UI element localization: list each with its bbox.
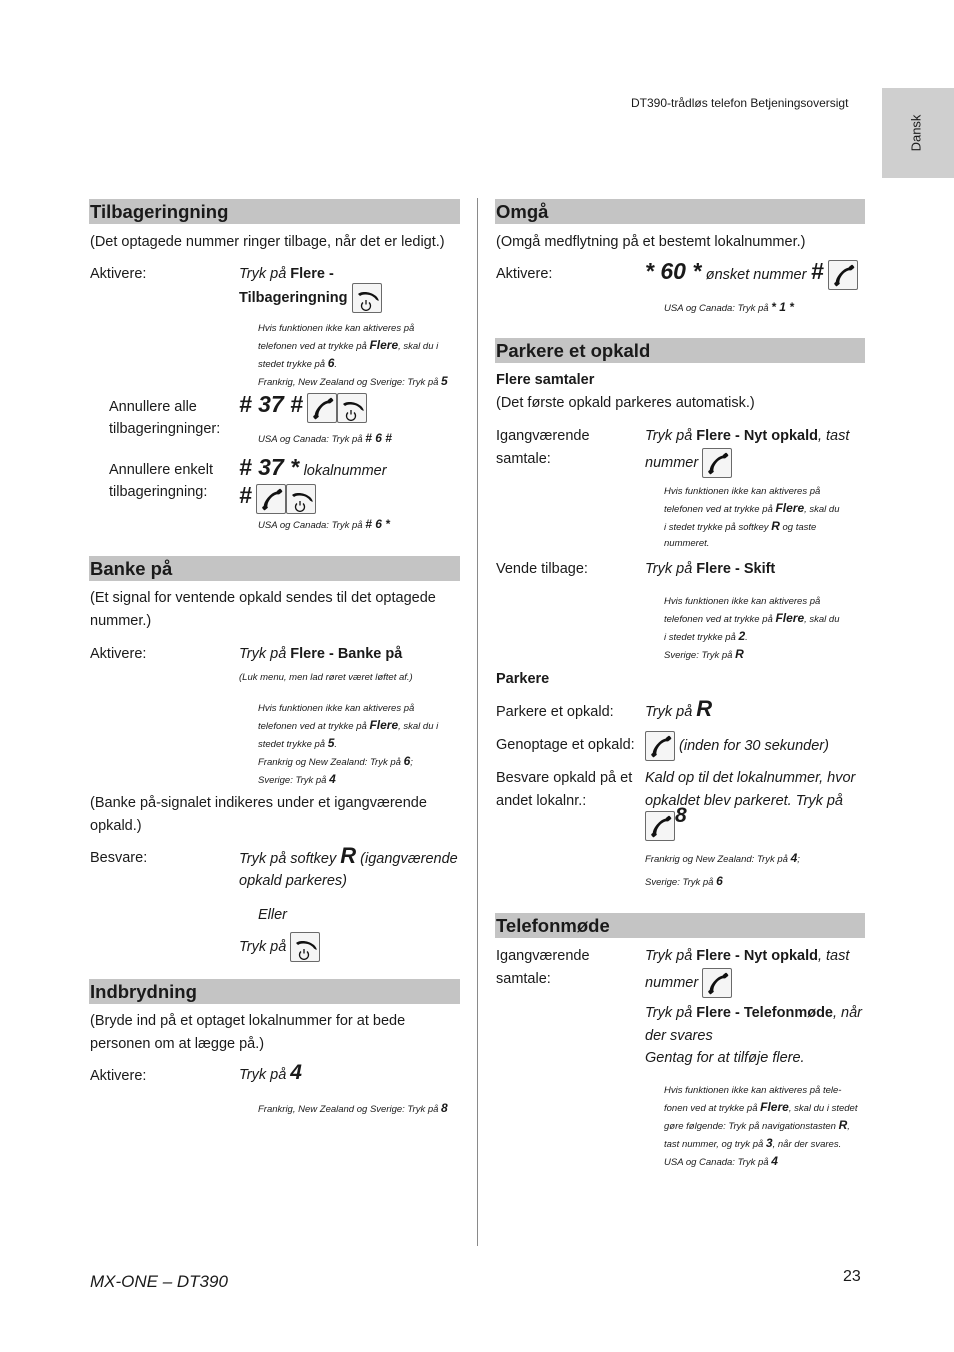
parker-answer-label: Besvare opkald på et andet lokalnr.: xyxy=(496,770,633,809)
hangup-key-icon xyxy=(352,283,382,313)
offhook-key-icon xyxy=(645,811,675,841)
page-number: 23 xyxy=(843,1268,861,1285)
cancel-one-note: USA og Canada: Tryk på # 6 * xyxy=(258,517,390,531)
banke-eller: Eller xyxy=(258,907,288,923)
cancel-all-label: Annullere alle tilbageringninger: xyxy=(109,399,221,437)
language-tab-label: Dansk xyxy=(908,114,924,152)
banke-indicator-desc: (Banke på-signalet indikeres under et igangværende opkald.) xyxy=(90,795,427,834)
tilbage-activate-line2: Tilbageringning xyxy=(239,283,382,313)
document-header: DT390-trådløs telefon Betjeningsoversigt xyxy=(631,96,849,110)
indbryd-activate-label: Aktivere: xyxy=(90,1068,147,1084)
parker-park-text: Tryk på R xyxy=(645,696,713,721)
mode-line5: Gentag for at tilføje flere. xyxy=(645,1050,805,1066)
banke-desc: (Et signal for ventende opkald sendes til det optagede nummer.) xyxy=(90,590,436,629)
banke-luk-note: (Luk menu, men lad røret været løftet af.) xyxy=(239,672,413,683)
hangup-key-icon xyxy=(286,484,316,514)
parker-answer-text: Kald op til det lokalnummer, hvor opkaldet blev parkeret. Tryk på xyxy=(645,770,856,809)
banke-answer-line2: opkald parkeres) xyxy=(239,873,347,889)
cancel-one-code-row: # 37 * lokalnummer xyxy=(239,454,387,480)
indbryd-desc: (Bryde ind på et optaget lokalnummer for at bede personen om at lægge på.) xyxy=(90,1013,406,1052)
parker-return-label: Vende tilbage: xyxy=(496,561,588,577)
parker-return-note: Hvis funktionen ikke kan aktiveres på telefonen ved at trykke på Flere, skal du i stedet trykke på 2. Sverige: Tryk på R xyxy=(664,596,840,661)
banke-activate-label: Aktivere: xyxy=(90,646,147,662)
mode-line1: Tryk på Flere - Nyt opkald, tast xyxy=(645,948,850,964)
parker-return-text: Tryk på Flere - Skift xyxy=(645,561,776,577)
parker-ongoing-line1: Tryk på Flere - Nyt opkald, tast xyxy=(645,428,850,444)
parker-ongoing-label: Igangværende samtale: xyxy=(496,428,590,467)
indbryd-activate-text: Tryk på 4 xyxy=(239,1061,302,1084)
parker-subheading-parkere: Parkere xyxy=(496,671,550,687)
hangup-key-icon xyxy=(290,932,320,962)
cancel-one-keys: # xyxy=(239,482,316,514)
offhook-key-icon xyxy=(828,260,858,290)
omgaa-desc: (Omgå medflytning på et bestemt lokalnummer.) xyxy=(496,234,806,250)
hangup-key-icon xyxy=(337,393,367,423)
parker-flere-desc: (Det første opkald parkeres automatisk.) xyxy=(496,395,755,411)
section-title-omgaa: Omgå xyxy=(495,199,865,224)
offhook-key-icon xyxy=(307,393,337,423)
footer-product: MX-ONE – DT390 xyxy=(90,1272,228,1291)
offhook-key-icon xyxy=(256,484,286,514)
parker-answer-note1: Frankrig og New Zealand: Tryk på 4; xyxy=(645,851,800,865)
offhook-key-icon xyxy=(702,448,732,478)
parker-answer-note2: Sverige: Tryk på 6 xyxy=(645,874,723,888)
section-title-indbrydning: Indbrydning xyxy=(89,979,460,1004)
tilbage-note: Hvis funktionen ikke kan aktiveres på telefonen ved at trykke på Flere, skal du i stedet trykke på 6. Frankrig, New Zealand og Sverige: Tryk på 5 xyxy=(258,323,448,388)
mode-line2: nummer xyxy=(645,968,732,998)
parker-subheading-flere: Flere samtaler xyxy=(496,372,595,388)
section-title-banke: Banke på xyxy=(89,556,460,581)
section-title-parkere: Parkere et opkald xyxy=(495,338,865,363)
parker-resume-label: Genoptage et opkald: xyxy=(496,737,635,753)
mode-line3: Tryk på Flere - Telefonmøde, når xyxy=(645,1005,863,1021)
banke-answer-label: Besvare: xyxy=(90,850,148,866)
section-title-tilbageringning: Tilbageringning xyxy=(89,199,460,224)
omgaa-note: USA og Canada: Tryk på * 1 * xyxy=(664,300,794,314)
banke-answer-line1: Tryk på softkey R (igangværende xyxy=(239,843,458,868)
parker-ongoing-note: Hvis funktionen ikke kan aktiveres på telefonen ved at trykke på Flere, skal du i stedet trykke på softkey R og taste nummeret. xyxy=(664,486,840,549)
offhook-key-icon xyxy=(645,731,675,761)
cancel-all-note: USA og Canada: Tryk på # 6 # xyxy=(258,431,392,445)
parker-ongoing-line2: nummer xyxy=(645,448,732,478)
parker-park-label: Parkere et opkald: xyxy=(496,704,614,720)
parker-resume-text: (inden for 30 sekunder) xyxy=(645,731,829,761)
cancel-all-code-row: # 37 # xyxy=(239,391,367,423)
section-title-telefonmode: Telefonmøde xyxy=(495,913,865,938)
tilbage-desc: (Det optagede nummer ringer tilbage, når det er ledigt.) xyxy=(90,234,445,250)
banke-tryk-row: Tryk på xyxy=(239,932,320,962)
tilbage-activate-line1: Tryk på Flere - xyxy=(239,266,334,282)
omgaa-code-row: * 60 * ønsket nummer # xyxy=(645,258,858,290)
banke-note: Hvis funktionen ikke kan aktiveres på telefonen ved at trykke på Flere, skal du i stedet trykke på 5. Frankrig og New Zealand: Tryk på 6; Sverige: Tryk på 4 xyxy=(258,703,439,786)
mode-label: Igangværende samtale: xyxy=(496,948,590,987)
offhook-key-icon xyxy=(702,968,732,998)
parker-answer-keys: 8 xyxy=(645,811,687,841)
tilbage-activate-label: Aktivere: xyxy=(90,266,147,282)
cancel-one-label: Annullere enkelt tilbageringning: xyxy=(109,462,213,500)
language-tab xyxy=(882,88,954,178)
omgaa-activate-label: Aktivere: xyxy=(496,266,553,282)
mode-note: Hvis funktionen ikke kan aktiveres på tele- fonen ved at trykke på Flere, skal du i stedet gøre følgende: Tryk på navigationstasten R, tast nummer, og tryk på 3, når der svares. USA og Canada: Tryk på 4 xyxy=(664,1085,858,1168)
indbryd-note: Frankrig, New Zealand og Sverige: Tryk på 8 xyxy=(258,1101,448,1115)
column-divider xyxy=(477,198,478,1246)
mode-line4: der svares xyxy=(645,1028,713,1044)
banke-activate-text: Tryk på Flere - Banke på xyxy=(239,646,403,662)
